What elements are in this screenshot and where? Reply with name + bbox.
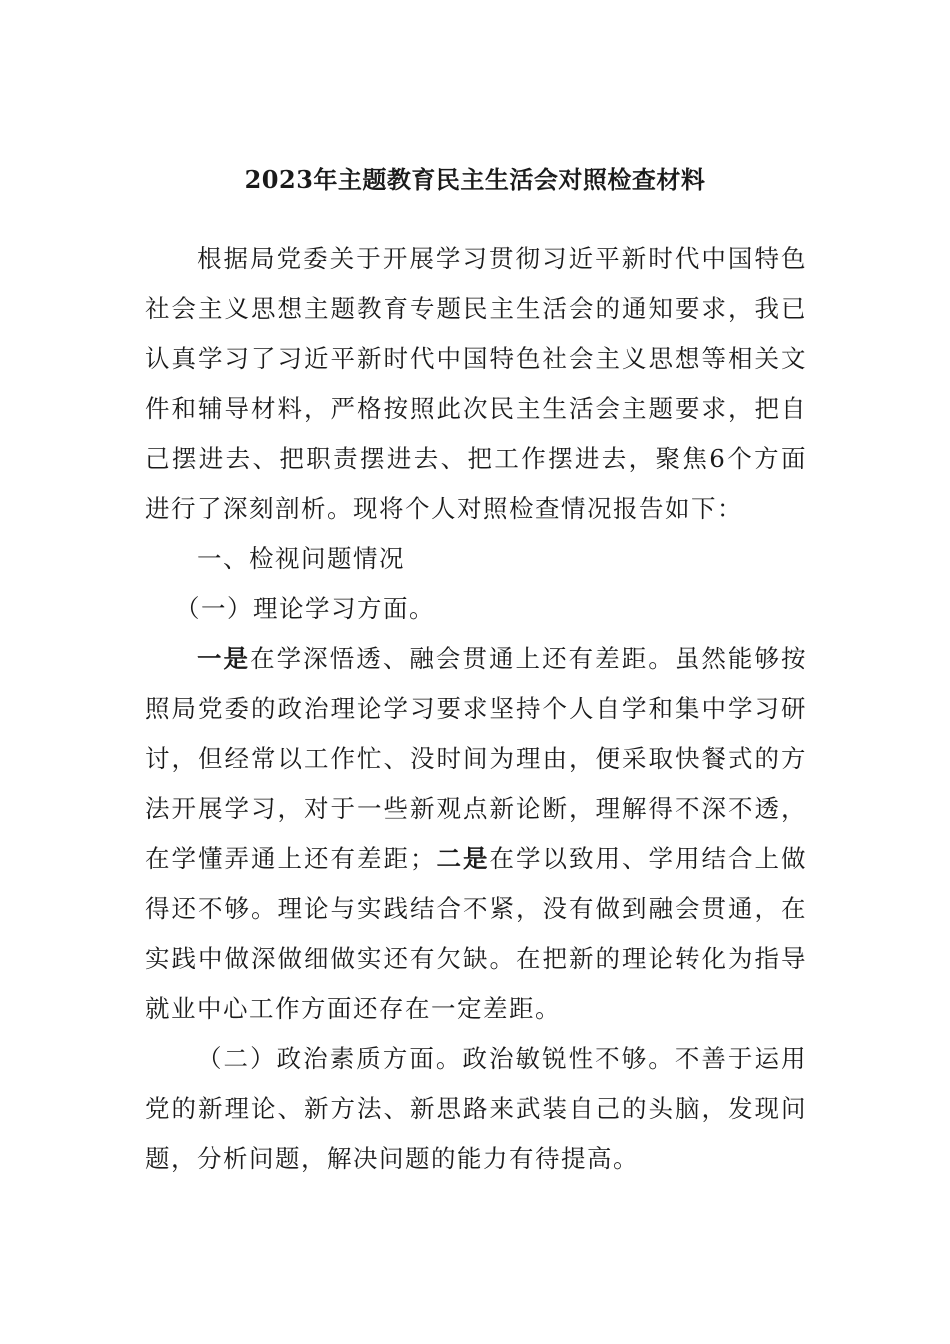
point-one-text: 在学深悟透、融会贯通上还有差距。虽然能够按照局党委的政治理论学习要求坚持个人自学和集中学习研讨，但经常以工作忙、没时间为理由，便采取快餐式的方法开展学习，对于一些新观点新论断，理解得不深不透，在学懂弄通上还有差距； xyxy=(145,644,808,873)
political-quality-paragraph: （二）政治素质方面。政治敏锐性不够。不善于运用党的新理论、新方法、新思路来武装自己的头脑，发现问题，分析问题，解决问题的能力有待提高。 xyxy=(145,1044,807,1173)
point-two-text: 在学以致用、学用结合上做得还不够。理论与实践结合不紧，没有做到融会贯通，在实践中做深做细做实还有欠缺。在把新的理论转化为指导就业中心工作方面还存在一定差距。 xyxy=(145,844,807,1023)
document-title: 2023年主题教育民主生活会对照检查材料 xyxy=(244,165,706,194)
document-body xyxy=(145,234,807,1184)
intro-paragraph: 根据局党委关于开展学习贯彻习近平新时代中国特色社会主义思想主题教育专题民主生活会的通知要求，我已认真学习了习近平新时代中国特色社会主义思想等相关文件和辅导材料，严格按照此次民主生活会主题要求，把自己摆进去、把职责摆进去、把工作摆进去，聚焦6个方面进行了深刻剖析。现将个人对照检查情况报告如下： xyxy=(145,244,807,523)
theory-study-paragraph xyxy=(145,634,807,1034)
subsection-heading: （一）理论学习方面。 xyxy=(175,594,435,623)
section-heading: 一、检视问题情况 xyxy=(197,544,405,573)
point-one-label: 一是 xyxy=(197,644,251,673)
point-two-label: 二是 xyxy=(436,844,490,873)
